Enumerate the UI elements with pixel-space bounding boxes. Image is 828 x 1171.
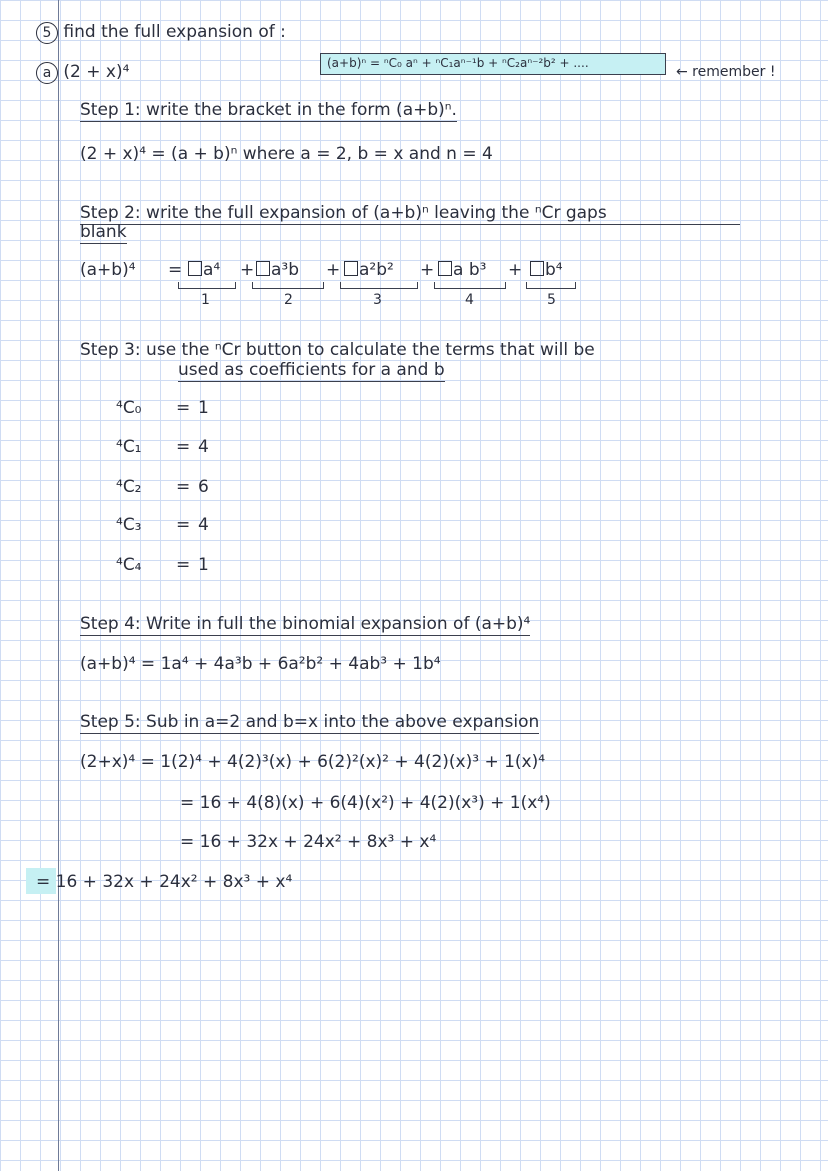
- ncr-label: ⁴C₁: [116, 437, 142, 457]
- term-number: 1: [201, 292, 210, 308]
- step1-heading: Step 1: write the bracket in the form (a+b)ⁿ.: [80, 100, 457, 120]
- step5-heading: Step 5: Sub in a=2 and b=x into the above expansion: [80, 712, 540, 732]
- ncr-value: 6: [198, 477, 209, 497]
- step3-heading-line2: used as coefficients for a and b: [178, 360, 445, 380]
- ncr-value: 1: [198, 555, 209, 575]
- question-number: 5: [36, 22, 58, 44]
- ncr-value: 4: [198, 515, 209, 535]
- remember-formula-box: (a+b)ⁿ = ⁿC₀ aⁿ + ⁿC₁aⁿ⁻¹b + ⁿC₂aⁿ⁻²b² + ....: [320, 53, 666, 75]
- term-number: 2: [284, 292, 293, 308]
- step1-line: (2 + x)⁴ = (a + b)ⁿ where a = 2, b = x and n = 4: [80, 144, 493, 164]
- term-number: 4: [465, 292, 474, 308]
- question-title: find the full expansion of :: [63, 22, 286, 42]
- blank-box-icon: [188, 261, 202, 276]
- ncr-label: ⁴C₂: [116, 477, 142, 497]
- step2-lhs: (a+b)⁴: [80, 260, 136, 280]
- step4-heading: Step 4: Write in full the binomial expansion of (a+b)⁴: [80, 614, 531, 634]
- part-expression: (2 + x)⁴: [63, 62, 130, 82]
- term-brace: [434, 282, 506, 289]
- blank-box-icon: [256, 261, 270, 276]
- ncr-value: 4: [198, 437, 209, 457]
- step5-line2: = 16 + 4(8)(x) + 6(4)(x²) + 4(2)(x³) + 1(x⁴): [180, 793, 551, 813]
- term-number: 3: [373, 292, 382, 308]
- blank-box-icon: [344, 261, 358, 276]
- part-label: a: [36, 62, 58, 84]
- blank-term-4: a b³: [438, 260, 486, 280]
- step5-line1: (2+x)⁴ = 1(2)⁴ + 4(2)³(x) + 6(2)²(x)² + 4(2)(x)³ + 1(x)⁴: [80, 752, 546, 772]
- step2-eq: =: [168, 260, 183, 280]
- step5-line3: = 16 + 32x + 24x² + 8x³ + x⁴: [180, 832, 437, 852]
- blank-box-icon: [438, 261, 452, 276]
- blank-term-1: a⁴: [188, 260, 220, 280]
- part-a: [36, 62, 129, 84]
- ncr-label: ⁴C₀: [116, 398, 142, 418]
- term-brace: [178, 282, 236, 289]
- blank-term-5: b⁴: [530, 260, 563, 280]
- final-answer: = 16 + 32x + 24x² + 8x³ + x⁴: [36, 872, 293, 892]
- ncr-label: ⁴C₃: [116, 515, 142, 535]
- margin-line: [58, 0, 59, 1171]
- blank-term-3: a²b²: [344, 260, 394, 280]
- term-brace: [252, 282, 324, 289]
- step2-heading-line1: Step 2: write the full expansion of (a+b)ⁿ leaving the ⁿCr gaps: [80, 203, 740, 225]
- remember-note: ← remember !: [676, 64, 776, 80]
- ncr-value: 1: [198, 398, 209, 418]
- step3-heading-line1: Step 3: use the ⁿCr button to calculate the terms that will be: [80, 340, 595, 360]
- step2-heading-line2: blank: [80, 222, 127, 242]
- question-header: [36, 22, 286, 44]
- step4-line: (a+b)⁴ = 1a⁴ + 4a³b + 6a²b² + 4ab³ + 1b⁴: [80, 654, 441, 674]
- term-brace: [340, 282, 418, 289]
- blank-box-icon: [530, 261, 544, 276]
- ncr-label: ⁴C₄: [116, 555, 142, 575]
- term-brace: [526, 282, 576, 289]
- term-number: 5: [547, 292, 556, 308]
- blank-term-2: a³b: [256, 260, 299, 280]
